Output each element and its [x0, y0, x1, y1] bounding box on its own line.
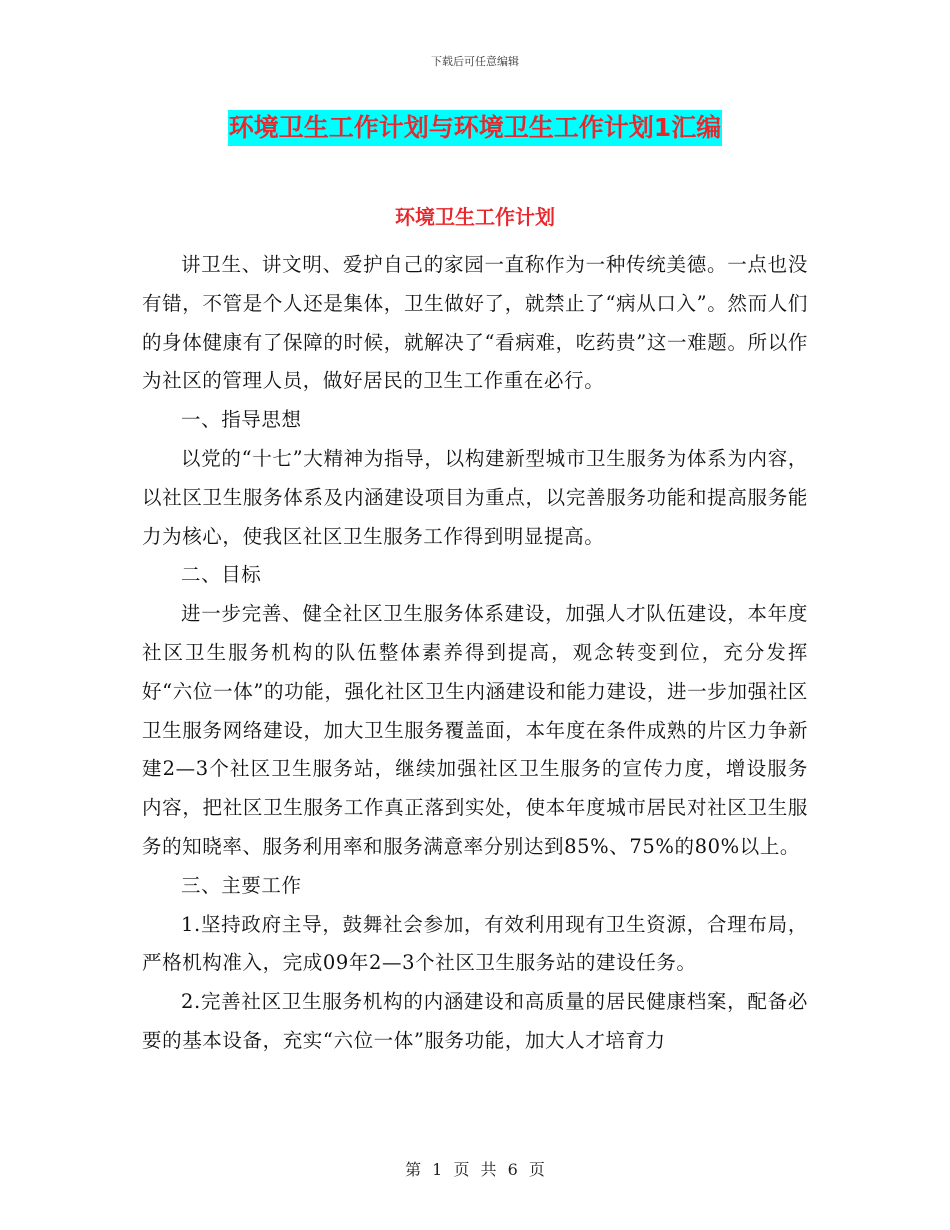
heading-goals: 二、目标: [181, 563, 262, 587]
document-body: [142, 246, 808, 1061]
paragraph-goals: 进一步完善、健全社区卫生服务体系建设，加强人才队伍建设，本年度社区卫生服务机构的队伍整体素养得到提高，观念转变到位，充分发挥好“六位一体”的功能，强化社区卫生内涵建设和能力建设，进一步加强社区卫生服务网络建设，加大卫生服务覆盖面，本年度在条件成熟的片区力争新建2—3个社区卫生服务站，继续加强社区卫生服务的宣传力度，增设服务内容，把社区卫生服务工作真正落到实处，使本年度城市居民对社区卫生服务的知晓率、服务利用率和服务满意率分别达到85%、75%的80%以上。: [142, 602, 808, 858]
paragraph-intro: 讲卫生、讲文明、爱护自己的家园一直称作为一种传统美德。一点也没有错，不管是个人还是集体，卫生做好了，就禁止了“病从口入”。然而人们的身体健康有了保障的时候，就解决了“看病难，吃药贵”这一难题。所以作为社区的管理人员，做好居民的卫生工作重在必行。: [142, 253, 808, 393]
header-note: 下载后可任意编辑: [431, 55, 519, 68]
page-footer: 第 1 页 共 6 页: [405, 1160, 545, 1179]
paragraph-guiding-ideology: 以党的“十七”大精神为指导，以构建新型城市卫生服务为体系为内容，以社区卫生服务体系及内涵建设项目为重点，以完善服务功能和提高服务能力为核心，使我区社区卫生服务工作得到明显提高。: [142, 446, 808, 548]
paragraph-work-item-2: 2.完善社区卫生服务机构的内涵建设和高质量的居民健康档案，配备必要的基本设备，充实“六位一体”服务功能，加大人才培育力: [142, 990, 808, 1052]
heading-main-work: 三、主要工作: [181, 873, 302, 897]
main-title-container: [0, 110, 950, 146]
heading-guiding-ideology: 一、指导思想: [181, 408, 302, 432]
section-title: 环境卫生工作计划: [395, 205, 555, 229]
paragraph-work-item-1: 1.坚持政府主导，鼓舞社会参加，有效利用现有卫生资源，合理布局，严格机构准入，完成09年2—3个社区卫生服务站的建设任务。: [142, 912, 808, 975]
main-title: 环境卫生工作计划与环境卫生工作计划1汇编: [228, 110, 722, 146]
